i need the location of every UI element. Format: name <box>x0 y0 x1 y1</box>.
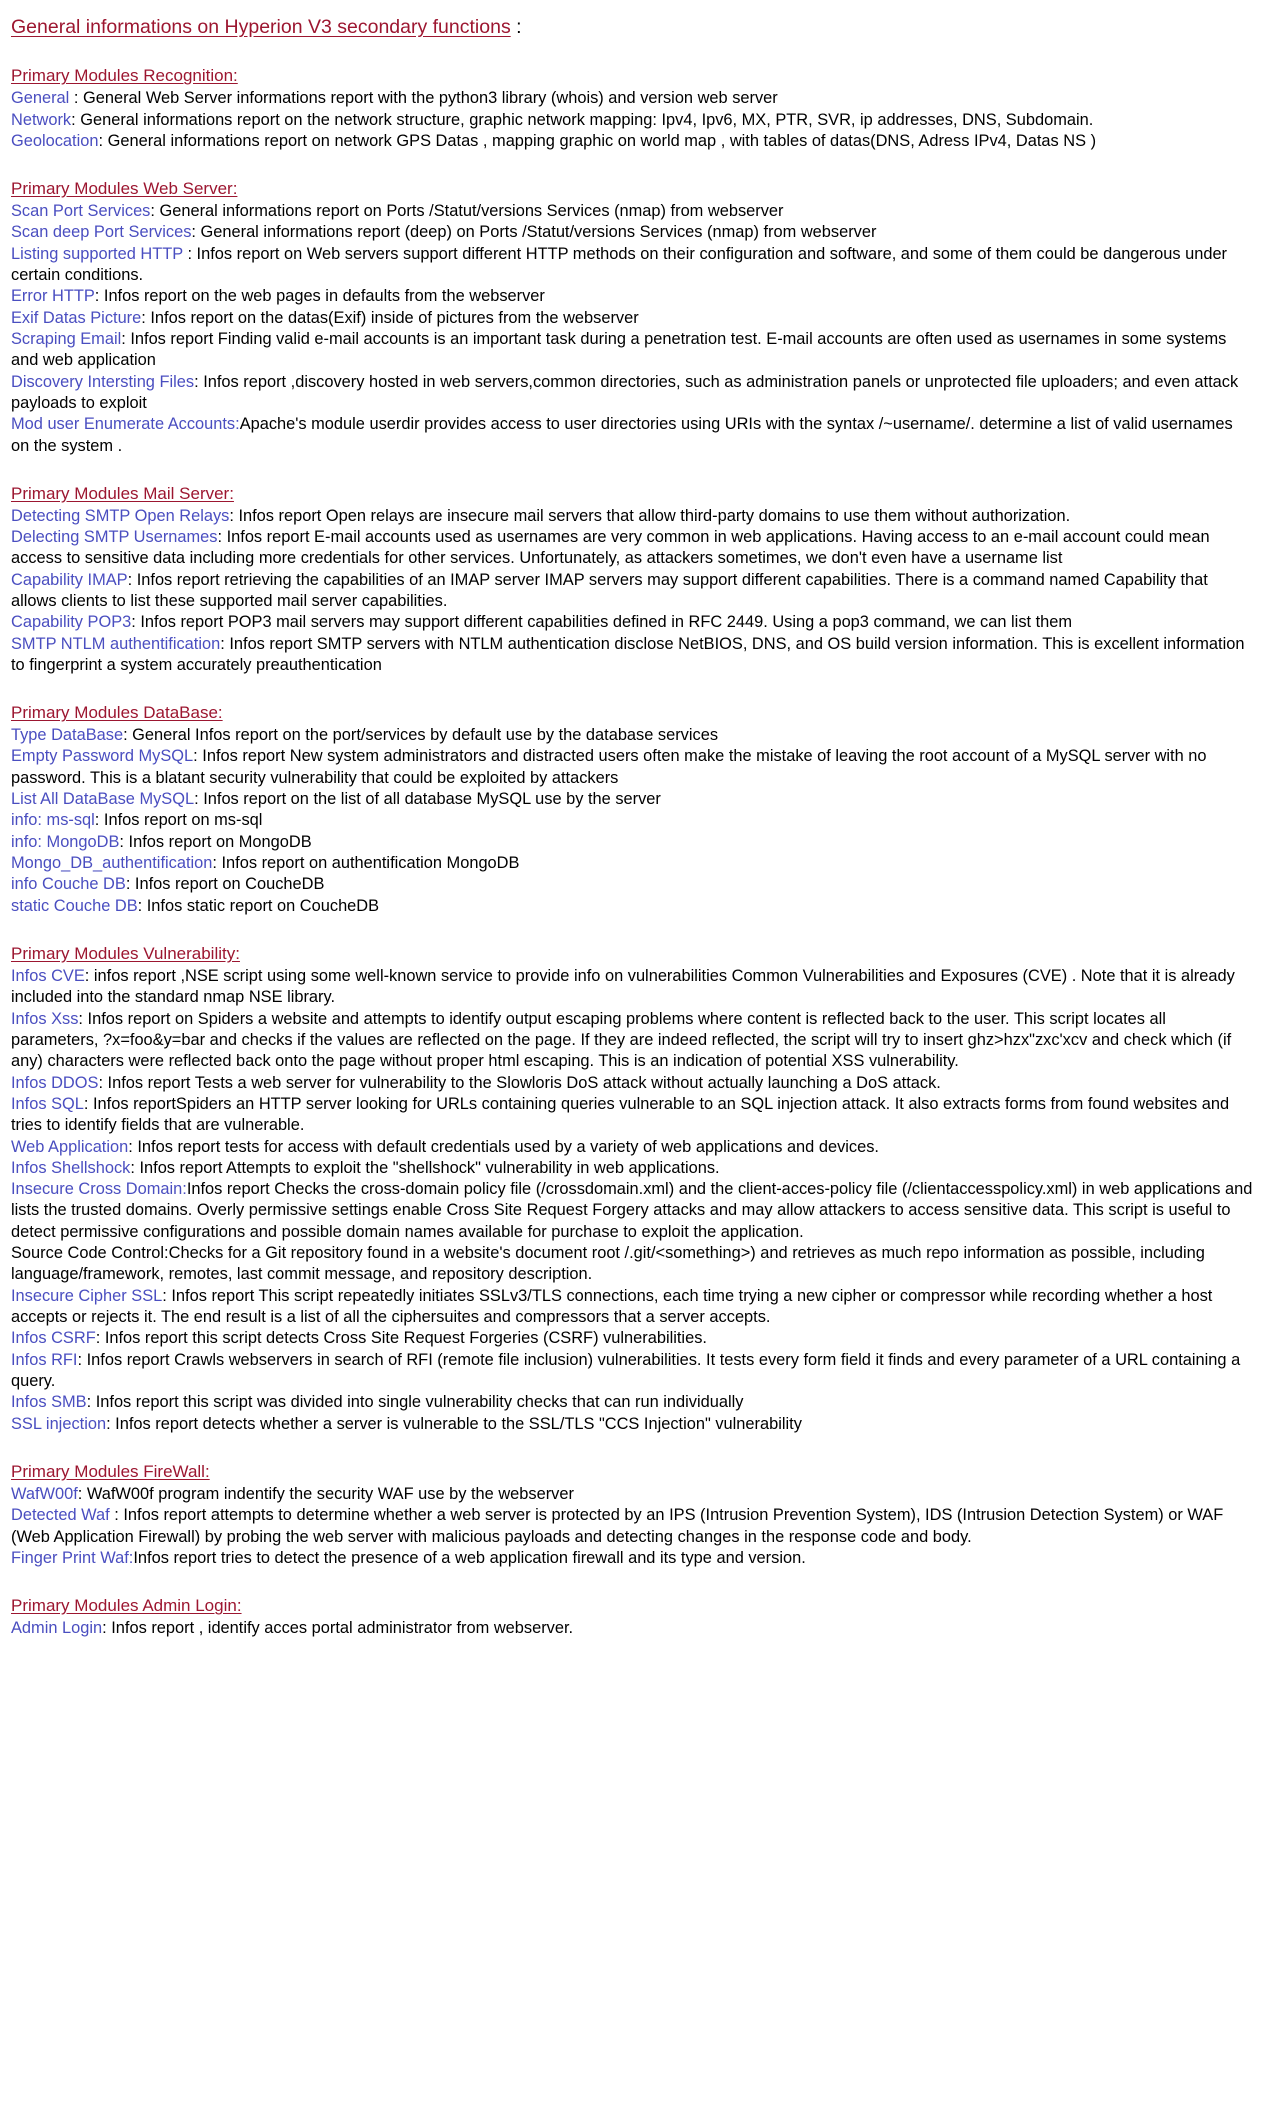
module-entry <box>11 896 1254 917</box>
module-entry <box>11 1328 1254 1349</box>
module-label: Exif Datas Picture <box>11 308 142 327</box>
module-description: : infos report ,NSE script using some well-known service to provide info on vulnerabilities Common Vulnerabilities and Exposures (CVE) . Note that it is already included into the standard nmap NSE library. <box>11 966 1235 1007</box>
section-spacer <box>11 457 1254 483</box>
module-description: : Infos report Finding valid e-mail accounts is an important task during a penetration test. E-mail accounts are often used as usernames in some systems and web application <box>11 329 1227 370</box>
module-entry <box>11 1505 1254 1548</box>
module-label: Infos SQL <box>11 1094 84 1113</box>
module-description: : General Infos report on the port/services by default use by the database services <box>123 726 719 745</box>
module-entry <box>11 329 1254 372</box>
module-entry <box>11 874 1254 895</box>
module-description: : General informations report on the network structure, graphic network mapping: Ipv4, Ipv6, MX, PTR, SVR, ip addresses, DNS, Subdomain. <box>71 110 1094 129</box>
module-label: Discovery Intersting Files <box>11 372 195 391</box>
module-entry <box>11 308 1254 329</box>
module-label: Infos CVE <box>11 966 85 985</box>
module-label: info: ms-sql <box>11 811 95 830</box>
module-description: : General Web Server informations report with the python3 library (whois) and version web server <box>69 89 778 108</box>
section <box>11 1461 1254 1569</box>
module-label: info Couche DB <box>11 875 126 894</box>
module-entry <box>11 1618 1254 1639</box>
module-label: SSL injection <box>11 1414 107 1433</box>
sections-container <box>11 39 1254 1639</box>
module-entry <box>11 1094 1254 1137</box>
module-entry <box>11 1179 1254 1243</box>
module-entry <box>11 110 1254 131</box>
module-label: General <box>11 89 70 108</box>
module-entry <box>11 1158 1254 1179</box>
module-description: : Infos report Tests a web server for vulnerability to the Slowloris DoS attack without actually launching a DoS attack. <box>98 1073 941 1092</box>
module-description: : Infos report , identify acces portal administrator from webserver. <box>102 1619 574 1637</box>
section-heading-row <box>11 702 1254 725</box>
section-heading: Primary Modules Recognition: <box>11 66 238 86</box>
module-entry <box>11 1548 1254 1569</box>
module-label: Capability POP3 <box>11 613 132 632</box>
module-description: : Infos report on the list of all database MySQL use by the server <box>194 790 661 809</box>
module-entry <box>11 201 1254 222</box>
module-label: Mod user Enumerate Accounts: <box>11 415 240 434</box>
section-heading: Primary Modules DataBase: <box>11 703 223 723</box>
section-heading: Primary Modules Vulnerability: <box>11 944 240 964</box>
module-entry <box>11 506 1254 527</box>
module-entry <box>11 810 1254 831</box>
module-description: : Infos report Crawls webservers in search of RFI (remote file inclusion) vulnerabilities. It tests every form field it finds and every parameter of a URL containing a query. <box>11 1350 1241 1391</box>
module-entry <box>11 286 1254 307</box>
module-description: : WafW00f program indentify the security WAF use by the webserver <box>77 1484 574 1503</box>
module-description: : Infos report retrieving the capabilities of an IMAP server IMAP servers may support different capabilities. There is a command named Capability that allows clients to list these supported mail server capabilities. <box>11 570 1208 611</box>
module-description: : Infos report on authentification MongoDB <box>212 854 520 873</box>
module-description: : Infos report This script repeatedly initiates SSLv3/TLS connections, each time trying a new cipher or compressor while recording whether a host accepts or rejects it. The end result is a list of all the ciphersuites and compressors that a server accepts. <box>11 1286 1213 1327</box>
module-label: static Couche DB <box>11 896 138 915</box>
section-heading: Primary Modules Mail Server: <box>11 483 234 503</box>
module-entry <box>11 634 1254 677</box>
section-spacer <box>11 1569 1254 1595</box>
module-label: Capability IMAP <box>11 570 128 589</box>
module-label: Detected Waf <box>11 1506 110 1525</box>
section-heading: Primary Modules Admin Login: <box>11 1596 242 1616</box>
module-description: : Infos report on Web servers support different HTTP methods on their configuration and software, and some of them could be dangerous under certain conditions. <box>11 244 1228 284</box>
section-heading-row <box>11 483 1254 506</box>
module-entry <box>11 725 1254 746</box>
module-description: : General informations report (deep) on Ports /Statut/versions Services (nmap) from webserver <box>191 223 877 242</box>
module-entry <box>11 244 1254 287</box>
module-entry <box>11 1484 1254 1505</box>
section-heading-row <box>11 1595 1254 1618</box>
module-description: : Infos static report on CoucheDB <box>137 896 380 915</box>
module-entry <box>11 789 1254 810</box>
module-label: WafW00f <box>11 1484 78 1503</box>
section <box>11 178 1254 457</box>
section-spacer <box>11 917 1254 943</box>
module-description: : Infos report on ms-sql <box>94 811 263 830</box>
module-description: : Infos report on the web pages in defaults from the webserver <box>94 287 545 306</box>
section-spacer <box>11 39 1254 65</box>
module-label: Scan Port Services <box>11 201 151 220</box>
module-label: Finger Print Waf: <box>11 1548 134 1567</box>
module-description: : Infos reportSpiders an HTTP server looking for URLs containing queries vulnerable to an SQL injection attack. It also extracts forms from found websites and tries to identify fields that are vulnerable. <box>11 1094 1230 1135</box>
module-label: Infos RFI <box>11 1350 78 1369</box>
module-label: info: MongoDB <box>11 832 120 851</box>
module-label: Admin Login <box>11 1619 103 1637</box>
module-description: : General informations report on Ports /Statut/versions Services (nmap) from webserver <box>150 201 784 220</box>
section <box>11 943 1254 1435</box>
module-label: Infos DDOS <box>11 1073 99 1092</box>
module-entry <box>11 612 1254 633</box>
module-entry <box>11 414 1254 457</box>
module-label: Infos Shellshock <box>11 1158 131 1177</box>
module-label: Infos CSRF <box>11 1329 96 1348</box>
module-description: : Infos report on CoucheDB <box>125 875 325 894</box>
module-description: : Infos report on Spiders a website and attempts to identify output escaping problems where content is reflected back to the user. This script locates all parameters, ?x=foo&y=bar and checks if the values are reflected on the page. If they are indeed reflected, the script will try to insert ghz>hzx"zxc'xcv and check which (if any) characters were reflected back onto the page without proper html escaping. This is an indication of potential XSS vulnerability. <box>11 1009 1232 1071</box>
module-entry <box>11 131 1254 152</box>
section-heading-row <box>11 943 1254 966</box>
module-entry <box>11 1243 1254 1286</box>
section-spacer <box>11 152 1254 178</box>
module-description: : Infos report this script detects Cross Site Request Forgeries (CSRF) vulnerabilities. <box>95 1329 707 1348</box>
section <box>11 1595 1254 1639</box>
module-description: : General informations report on network GPS Datas , mapping graphic on world map , with tables of datas(DNS, Adress IPv4, Datas NS ) <box>98 131 1097 150</box>
module-description: : Infos report tests for access with default credentials used by a variety of web applications and devices. <box>128 1137 879 1156</box>
module-entry <box>11 527 1254 570</box>
module-label: Insecure Cross Domain: <box>11 1180 187 1199</box>
module-description: : Infos report ,discovery hosted in web servers,common directories, such as administration panels or unprotected file uploaders; and even attack payloads to exploit <box>11 372 1239 412</box>
page-title-suffix: : <box>510 16 522 38</box>
module-entry <box>11 746 1254 789</box>
module-label: Error HTTP <box>11 287 95 306</box>
module-description: : Infos report New system administrators and distracted users often make the mistake of leaving the root account of a MySQL server with no password. This is a blatant security vulnerability that could be exploited by attackers <box>11 747 1207 787</box>
module-label: Source Code Control: <box>11 1244 169 1263</box>
module-label: Mongo_DB_authentification <box>11 854 213 873</box>
document-title-line <box>11 16 1254 39</box>
module-entry <box>11 1392 1254 1413</box>
section-heading-row <box>11 1461 1254 1484</box>
module-description: : Infos report Attempts to exploit the "shellshock" vulnerability in web applications. <box>130 1158 720 1177</box>
module-description: : Infos report SMTP servers with NTLM authentication disclose NetBIOS, DNS, and OS build version information. This is excellent information to fingerprint a system accurately preauthentication <box>11 634 1245 674</box>
module-description: : Infos report detects whether a server is vulnerable to the SSL/TLS "CCS Injection" vulnerability <box>106 1414 802 1433</box>
module-description: : Infos report E-mail accounts used as usernames are very common in web applications. Having access to an e-mail account could mean access to sensitive data including more credentials for other services. Unfortunately, as attackers sometimes, we don't even have a username list <box>11 528 1210 568</box>
module-label: Network <box>11 110 72 129</box>
module-entry <box>11 1137 1254 1158</box>
section-heading-row <box>11 178 1254 201</box>
module-entry <box>11 570 1254 613</box>
module-entry <box>11 222 1254 243</box>
section-heading: Primary Modules Web Server: <box>11 179 238 199</box>
module-entry <box>11 832 1254 853</box>
module-entry <box>11 1350 1254 1393</box>
module-description: Infos report tries to detect the presence of a web application firewall and its type and version. <box>133 1548 806 1567</box>
module-entry <box>11 372 1254 415</box>
module-label: Insecure Cipher SSL <box>11 1286 163 1305</box>
module-entry <box>11 966 1254 1009</box>
page-title: General informations on Hyperion V3 secondary functions <box>11 16 511 38</box>
module-label: Type DataBase <box>11 726 124 745</box>
module-entry <box>11 88 1254 109</box>
module-description: : Infos report on the datas(Exif) inside of pictures from the webserver <box>141 308 639 327</box>
module-description: : Infos report attempts to determine whether a web server is protected by an IPS (Intrusion Prevention System), IDS (Intrusion Detection System) or WAF (Web Application Firewall) by probing the web server with malicious payloads and detecting changes in the response code and body. <box>11 1506 1224 1546</box>
module-entry <box>11 1009 1254 1073</box>
module-label: List All DataBase MySQL <box>11 790 195 809</box>
section-heading-row <box>11 65 1254 88</box>
module-entry <box>11 853 1254 874</box>
section <box>11 65 1254 152</box>
module-label: Scraping Email <box>11 329 122 348</box>
module-label: Scan deep Port Services <box>11 223 192 242</box>
module-description: : Infos report on MongoDB <box>119 832 312 851</box>
section-heading: Primary Modules FireWall: <box>11 1462 210 1482</box>
module-label: Geolocation <box>11 131 99 150</box>
module-description: Infos report Checks the cross-domain policy file (/crossdomain.xml) and the client-acces-policy file (/clientaccesspolicy.xml) in web applications and lists the trusted domains. Overly permissive settings enable Cross Site Request Forgery attacks and may allow attackers to access sensitive data. This script is useful to detect permissive configurations and possible domain names available for purchase to exploit the application. <box>11 1180 1253 1241</box>
module-entry <box>11 1286 1254 1329</box>
module-label: Detecting SMTP Open Relays <box>11 506 230 525</box>
module-entry <box>11 1414 1254 1435</box>
module-description: : Infos report POP3 mail servers may support different capabilities defined in RFC 2449. Using a pop3 command, we can list them <box>131 613 1073 632</box>
section-spacer <box>11 1435 1254 1461</box>
module-label: Web Application <box>11 1137 129 1156</box>
module-description: : Infos report Open relays are insecure mail servers that allow third-party domains to use them without authorization. <box>229 506 1071 525</box>
section-spacer <box>11 676 1254 702</box>
module-entry <box>11 1073 1254 1094</box>
module-label: Delecting SMTP Usernames <box>11 528 218 547</box>
module-label: SMTP NTLM authentification <box>11 634 221 653</box>
section <box>11 702 1254 917</box>
module-label: Empty Password MySQL <box>11 747 194 766</box>
section <box>11 483 1254 676</box>
module-description: Checks for a Git repository found in a website's document root /.git/<something>) and retrieves as much repo information as possible, including language/framework, remotes, last commit message, and repository description. <box>11 1244 1205 1284</box>
module-description: : Infos report this script was divided into single vulnerability checks that can run individually <box>86 1393 744 1412</box>
module-label: Listing supported HTTP <box>11 244 183 263</box>
module-label: Infos Xss <box>11 1009 79 1028</box>
module-label: Infos SMB <box>11 1393 87 1412</box>
module-description: Apache's module userdir provides access to user directories using URIs with the syntax /~username/. determine a list of valid usernames on the system . <box>11 415 1233 455</box>
